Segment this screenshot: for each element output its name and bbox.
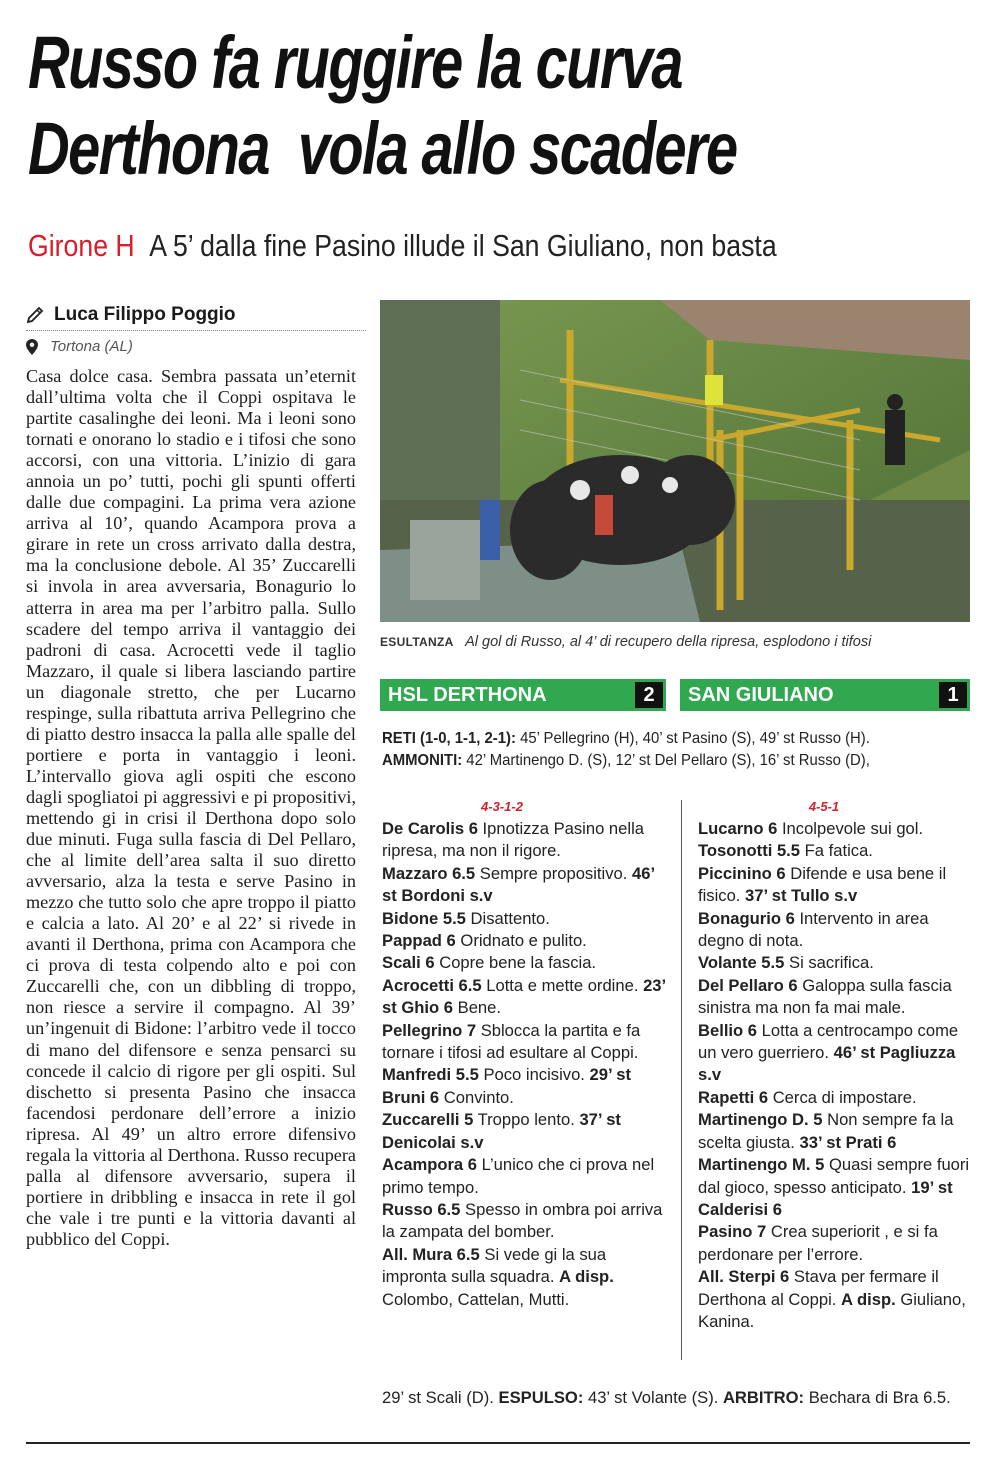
substitute-note: Giuliano, Kanina. [698,1289,966,1331]
substitute-name-score: A disp. [841,1289,896,1309]
home-player-list [382,818,670,1311]
home-team-name: HSL DERTHONA [388,684,547,706]
player-name-score: Lucarno 6 [698,819,778,838]
home-team-bar [380,679,666,711]
away-team-name: SAN GIULIANO [688,684,834,706]
player-name-score: All. Sterpi 6 [698,1267,790,1287]
player-note: Quasi sempre fuori dal gioco, spesso anticipato. [698,1155,970,1197]
article-body: Casa dolce casa. Sembra passata un’eternit dall’ultima volta che il Coppi ospitava le partite casalinghe dei leoni. Ma i leoni sono tornati e onorano lo stadio e i tifosi che sono accorsi, con una vittoria. L’inizio di gara annoia un po’ tutti, pochi gli spunti offerti dalle due compagini. La prima vera azione arriva al 10’, quando Acampora prova a girare in rete un cross arrivato dalla destra, ma la conclusione debole. Al 35’ Zuccarelli si invola in area avversaria, Bonagurio lo atterra in area ma per l’arbitro palla. Sullo scadere del tempo arriva il vantaggio dei padroni di casa. Acrocetti vede il taglio Mazzaro, il quale si libera lasciando partire un diagonale stretto, che per Lucarno respinge, sulla ribattuta arriva Pellegrino che di piatto destro insacca la palla alle spalle del portiere e porta in vantaggio i leoni. L’intervallo giova agli ospiti che escono dagli spogliatoi pi aggressivi e pi propositivi, mettendo gi in crisi il Derthona dopo solo due minuti. Fuga sulla fascia di Del Pellaro, che al limite dell’area salta il suo diretto avversario, alza la testa e serve Pasino in mezzo che tutto solo che apre troppo il piatto e calcia a lato. Al 20’ e al 22’ si rivede in avanti il Derthona, prima con Acampora che ci prova di testa colpendo alto e poi con Zuccarelli che, con un dibbling di troppo, non riesce a servire il compagno. Al 39’ un’ingenuit di Bidone: l’arbitro vede il tocco di mano del difensore e senza pensarci su concede il calcio di rigore per gli ospiti. Sul dischetto si presenta Pasino che insacca facendosi perdonare dell’errore a inizio ripresa. Al 49’ un altro errore difensivo regala la vittoria al Derthona. Russo recupera palla al difensore avversario, supera il portiere in dribbling e insacca in rete il gol che vale i tre punti e la vittoria davanti al pubblico del Coppi. [26,366,356,1249]
player-name-score: Rapetti 6 [698,1087,769,1107]
player-note: Ipnotizza Pasino nella ripresa, ma non il rigore. [382,819,644,861]
player-rating [698,1266,978,1333]
sent-off-text: 43’ st Volante (S). [587,1388,719,1407]
player-note: Oridnato e pulito. [460,931,587,951]
substitute-name-score: 23’ st Ghio 6 [382,975,666,1018]
player-name-score: Tosonotti 5.5 [698,841,801,861]
home-score: 2 [635,682,663,708]
player-rating [382,1020,670,1065]
goals-text: 45’ Pellegrino (H), 40’ st Pasino (S), 49’ st Russo (H). [520,730,870,747]
goals-label: RETI (1-0, 1-1, 2-1): [382,730,516,747]
player-note: L’unico che ci prova nel primo tempo. [382,1155,655,1197]
pin-icon [26,339,38,355]
match-facts [382,728,982,772]
goals-line [382,728,940,750]
referee-label: ARBITRO: [722,1388,805,1407]
headline-line-1: Russo fa ruggire la curva [28,21,682,104]
player-rating [382,1064,670,1109]
away-player-list [698,818,978,1333]
player-name-score: Del Pellaro 6 [698,975,798,995]
byline-divider [26,330,366,331]
player-note: Galoppa sulla fascia sinistra ma non fa mai male. [698,975,952,1018]
player-name-score: Acampora 6 [382,1155,477,1175]
substitute-name-score: 37’ st Tullo s.v [745,886,858,906]
player-name-score: Martinengo M. 5 [698,1155,825,1175]
player-note: Lotta e mette ordine. [486,975,639,995]
player-rating [698,952,978,974]
player-note: Sblocca la partita e fa tornare i tifosi ad esultare al Coppi. [382,1020,641,1063]
player-note: Disattento. [470,908,550,928]
substitute-note: Convinto. [443,1087,514,1107]
subheadline [28,228,854,264]
player-rating [382,1109,670,1154]
player-rating [382,908,670,930]
bookings-line [382,750,940,772]
player-rating [698,1109,978,1154]
player-note: Crea superiorit , e si fa perdonare per l’errore. [698,1222,938,1264]
away-formation: 4-5-1 [808,799,840,814]
caption-label: ESULTANZA [380,635,454,649]
player-note: Si sacrifica. [789,953,874,973]
dateline [26,338,133,355]
player-rating [698,863,978,908]
player-rating [382,1244,670,1311]
bookings-text: 42’ Martinengo D. (S), 12’ st Del Pellaro (S), 16’ st Russo (D), [466,752,870,769]
subheadline-text: A 5’ dalla fine Pasino illude il San Giuliano, non basta [149,228,777,263]
player-name-score: Volante 5.5 [698,953,785,973]
home-ratings [382,796,670,1311]
player-name-score: Bonagurio 6 [698,908,795,928]
substitute-name-score: 29’ st Bruni 6 [382,1065,632,1107]
substitute-name-score: 33’ st Prati 6 [799,1132,897,1152]
photo-caption [380,634,980,650]
player-name-score: Pasino 7 [698,1222,767,1242]
player-note: Fa fatica. [804,841,873,861]
player-name-score: De Carolis 6 [382,819,478,838]
player-note: Poco incisivo. [483,1065,585,1085]
player-rating [382,863,670,908]
player-note: Troppo lento. [477,1110,575,1130]
photo-fans-celebrating [380,300,970,622]
substitute-name-score: 19’ st Calderisi 6 [698,1177,953,1219]
player-name-score: Manfredi 5.5 [382,1065,479,1085]
player-note: Si vede gi la sua impronta sulla squadra. [382,1244,607,1287]
player-name-score: Pappad 6 [382,931,456,951]
player-rating [698,975,978,1020]
section-tag: Girone H [28,228,135,263]
away-team-bar [680,679,970,711]
player-note: Sempre propositivo. [479,863,628,883]
headline-line-2: Derthona vola allo scadere [28,107,737,190]
page-bottom-rule [26,1442,970,1444]
ratings-divider [681,800,682,1360]
player-rating [698,1154,978,1221]
author-name: Luca Filippo Poggio [54,304,236,325]
player-rating [698,818,978,840]
player-name-score: Bellio 6 [698,1020,758,1040]
player-note: Copre bene la fascia. [439,953,597,973]
substitute-name-score: 37’ st Denicolai s.v [382,1110,621,1152]
player-name-score: Scali 6 [382,953,435,973]
away-score: 1 [939,682,967,708]
substitute-name-score: 46’ st Bordoni s.v [382,863,655,906]
player-rating [382,818,670,863]
substitute-note: Bene. [457,998,501,1018]
byline [26,304,236,326]
player-rating [698,1221,978,1266]
headline [28,20,972,192]
player-rating [698,840,978,862]
player-name-score: Piccinino 6 [698,863,786,883]
player-name-score: Pellegrino 7 [382,1020,477,1040]
referee-text: Bechara di Bra 6.5. [808,1388,951,1407]
player-rating [382,952,670,974]
player-rating [698,1020,978,1087]
player-rating [382,1199,670,1244]
caption-text: Al gol di Russo, al 4’ di recupero della ripresa, esplodono i tifosi [465,634,872,650]
substitute-note: Colombo, Cattelan, Mutti. [382,1289,570,1309]
player-name-score: Russo 6.5 [382,1199,461,1219]
player-rating [698,1087,978,1109]
home-formation: 4-3-1-2 [481,799,523,814]
away-ratings [698,796,978,1333]
player-rating [382,1154,670,1199]
player-name-score: Bidone 5.5 [382,908,466,928]
player-rating [698,908,978,953]
player-note: Stava per fermare il Derthona al Coppi. [698,1267,939,1309]
player-name-score: Mazzaro 6.5 [382,863,476,883]
player-note: Intervento in area degno di nota. [698,908,929,951]
player-note: Spesso in ombra poi arriva la zampata del bomber. [382,1199,663,1242]
player-name-score: Acrocetti 6.5 [382,975,482,995]
substitute-name-score: 46’ st Pagliuzza s.v [698,1043,956,1085]
player-note: Non sempre fa la scelta giusta. [698,1110,954,1152]
player-note: Cerca di impostare. [772,1087,917,1107]
bookings-label: AMMONITI: [382,752,463,769]
substitute-name-score: A disp. [559,1267,614,1287]
pencil-icon [26,306,46,324]
player-name-score: All. Mura 6.5 [382,1244,480,1264]
location-text: Tortona (AL) [50,338,133,355]
player-name-score: Martinengo D. 5 [698,1110,823,1130]
player-rating [382,930,670,952]
player-note: Difende e usa bene il fisico. [698,863,947,906]
player-note: Lotta a centrocampo come un vero guerriero. [698,1020,959,1063]
match-facts-continued [382,1388,951,1408]
player-name-score: Zuccarelli 5 [382,1110,474,1130]
bookings-continued: 29’ st Scali (D). [382,1388,494,1407]
player-rating [382,975,670,1020]
sent-off-label: ESPULSO: [498,1388,584,1407]
player-note: Incolpevole sui gol. [781,819,924,838]
